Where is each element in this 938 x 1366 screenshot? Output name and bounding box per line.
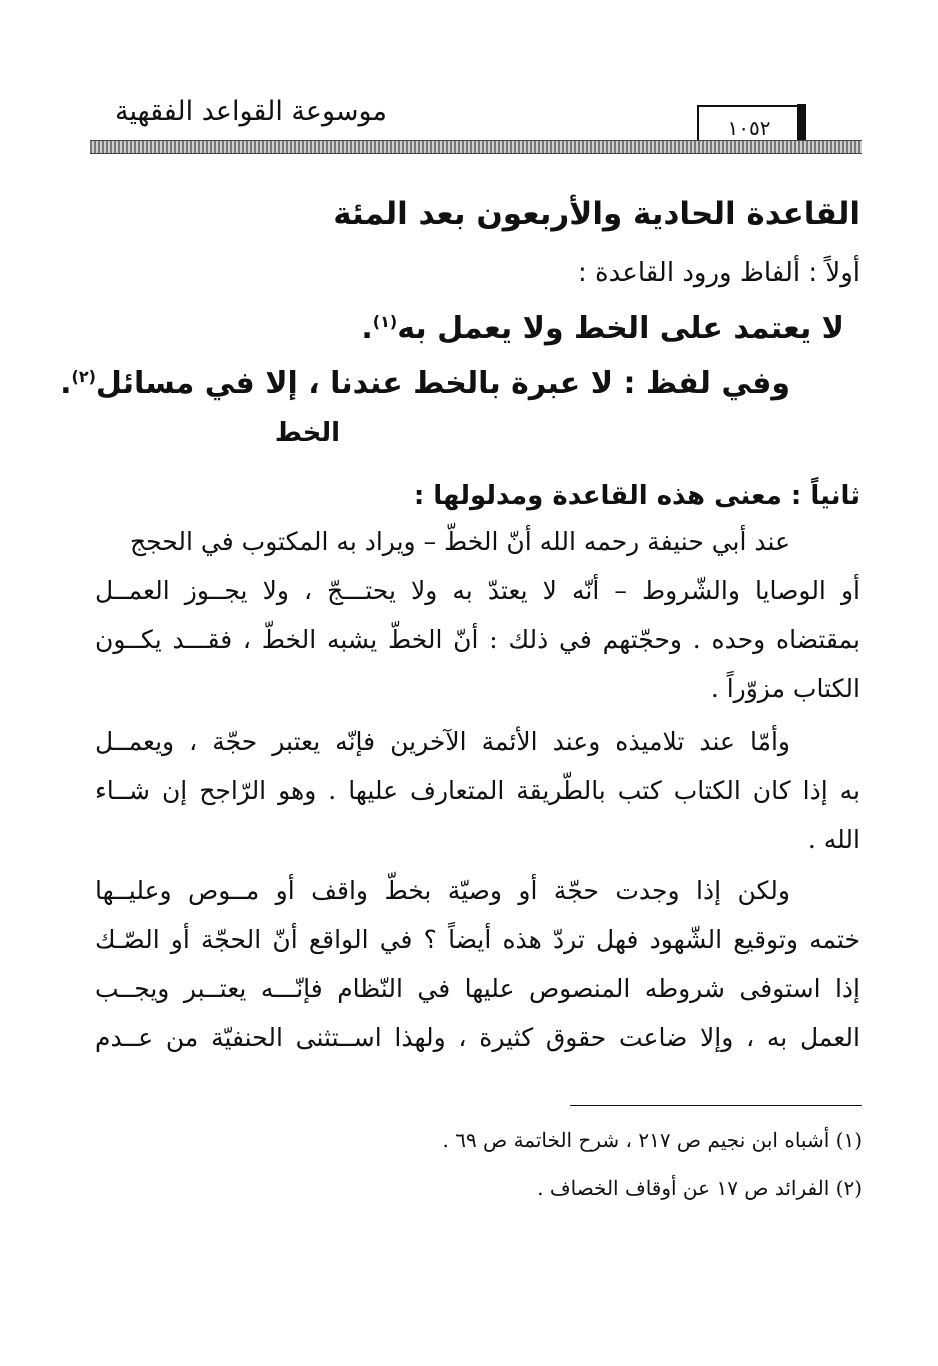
header-rule [90, 140, 862, 154]
paragraph-1-line-1: عند أبي حنيفة رحمه الله أنّ الخطّ – ويراد به المكتوب في الحجج [130, 527, 790, 556]
paragraph-3-line-4: العمل به ، وإلا ضاعت حقوق كثيرة ، ولهذا اســتثنى الحنفيّة من عــدم [95, 1023, 860, 1052]
footnote-rule [570, 1105, 862, 1106]
paragraph-1-line-2: أو الوصايا والشّروط – أنّه لا يعتدّ به ولا يحتـــجّ ، ولا يجــوز العمــل [95, 576, 860, 605]
rule-heading: القاعدة الحادية والأربعون بعد المئة [333, 196, 860, 232]
paragraph-2-line-3: الله . [807, 825, 860, 854]
paragraph-1-line-4: الكتاب مزوّراً . [710, 674, 860, 703]
section2-title: ثانياً : معنى هذه القاعدة ومدلولها : [413, 481, 860, 511]
footnote-1-text: أشباه ابن نجيم ص ٢١٧ ، شرح الخاتمة ص ٦٩ . [442, 1128, 830, 1152]
rule-statement [361, 311, 844, 346]
footnote-2 [537, 1176, 862, 1200]
footnote-1 [442, 1128, 862, 1152]
section1-title: أولاً : ألفاظ ورود القاعدة : [578, 258, 860, 288]
variant-end: . [60, 366, 72, 401]
variant-text: وفي لفظ : لا عبرة بالخط عندنا ، إلا في مسائل [95, 366, 790, 401]
paragraph-3-line-3: إذا استوفى شروطه المنصوص عليها في النّظام فإنّـــه يعتــبر ويجــب [95, 974, 860, 1003]
rule-variant [60, 366, 790, 401]
paragraph-3-line-1: ولكن إذا وجدت حجّة أو وصيّة بخطّ واقف أو مــوص وعليــها [95, 876, 790, 905]
footnote-ref-1: (١) [372, 312, 398, 331]
paragraph-2-line-1: وأمّا عند تلاميذه وعند الأئمة الآخرين فإنّه يعتبر حجّة ، ويعمــل [95, 727, 790, 756]
footnote-2-text: الفرائد ص ١٧ عن أوقاف الخصاف . [537, 1176, 830, 1200]
paragraph-3-line-2: ختمه وتوقيع الشّهود فهل تردّ هذه أيضاً ؟ في الواقع أنّ الحجّة أو الصّـك [95, 925, 860, 954]
paragraph-2-line-2: به إذا كان الكتاب كتب بالطّريقة المتعارف عليها . وهو الرّاجح إن شــاء [95, 776, 860, 805]
rule-text: لا يعتمد على الخط ولا يعمل به [397, 311, 844, 346]
keyword: الخط [274, 418, 340, 448]
footnote-ref-2: (٢) [71, 367, 96, 386]
running-header-title: موسوعة القواعد الفقهية [115, 96, 387, 127]
rule-end: . [361, 311, 373, 346]
paragraph-1-line-3: بمقتضاه وحده . وحجّتهم في ذلك : أنّ الخطّ يشبه الخطّ ، فقـــد يكــون [95, 625, 860, 654]
page-number: ١٠٥٢ [697, 105, 801, 149]
footnote-2-marker: (٢) [835, 1176, 862, 1200]
footnote-1-marker: (١) [835, 1128, 862, 1152]
